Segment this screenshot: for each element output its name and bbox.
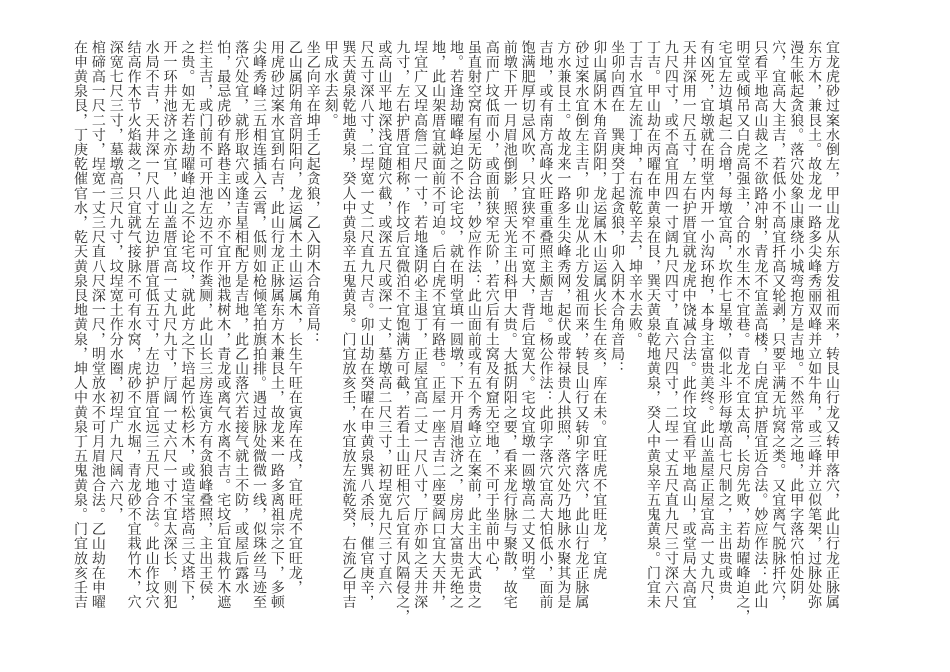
text-column: 怕，最忌虎砂有路巷主凶，亦不宜开池栽树木，青龙或离气水离不吉。宅坟后宜栽竹木遮 [215, 40, 232, 610]
text-column: 深宽七尺三寸，墓墩高三尺九寸，坟埕宽土作分水圈，初埕广九尺阔六尺， [107, 40, 124, 522]
text-column: 宜龙虎砂过案水倒左，甲山龙从东方发祖而来，转艮山行龙又转甲落穴，此山行龙正脉属 [824, 40, 840, 610]
text-column: 尺五寸深八寸，二埕宽一丈二尺直九尺吉。卯山劫在癸曜在申黄泉巽八杀辰，催官庚辛， [358, 40, 375, 610]
text-column: 坐乙向辛在坤壬乙起贪狼，乙入阴木合角音局： [304, 40, 321, 347]
document-page [71, 40, 840, 640]
text-column: 吉地，或有南方高峰火旺重重叠照主颇吉地。杨公作法：此卯字落穴宜高大怕低小，面前 [537, 40, 554, 610]
text-column: 乙山属阴角音阴阳向，龙运属木土山运属木，长生午旺在寅库在戌，宜旺虎不宜旺龙， [286, 40, 303, 595]
text-column: 饱满肥厚切忌风吹，只宜狭窄不可宽大，背后宜宽大。宅坟宜墩一圆墩高二丈又明堂 [519, 40, 536, 581]
text-column: 方水兼艮土。故龙来一路多生尖峰秀网，起伏或带禄贵人拱照，落穴处乃地脉水聚其为是 [555, 40, 572, 610]
text-column: 砂过案水宜倒左主吉，卯山龙从北方发祖而来，转艮山行又转卯字落穴，此山行龙正脉属 [573, 40, 590, 610]
text-column: 在申黄泉艮，丁庚乾催官水，乾天黄泉艮地黄泉，坤人中黄泉丁五鬼黄泉。门宜放亥壬吉 [71, 40, 88, 610]
text-column: 地。若逢劫曜峰迫之不论宅坟，就在明堂填一圆墩，下开月眉池济之，房房大富贵无绝之 [447, 40, 464, 610]
text-column: 水局不吉，天井深一尺八寸左边护厝宜低五寸，左边护厝宜远三五尺地合法。此山作坟穴 [143, 40, 160, 610]
text-column: 棺碲高一尺二寸，埕宽一丈三尺直八尺深一尺，明堂放水不可月眉池合法。乙山劫在申曜 [89, 40, 106, 610]
text-column: 地，此山架厝宜就面前不可迫。后白虎不宜有路巷。正屋一座吉吉二座要阔口宜大天井， [430, 40, 447, 610]
text-column: 丁吉水宜左流丁坤，右流乾辛去，坤辛水去败。 [627, 40, 644, 347]
text-column: 丁吉。甲山劫在丙曜在申黄泉在艮，巽天黄泉乾地黄泉，癸人中黄泉辛五鬼黄泉。门宜未 [644, 40, 661, 610]
text-column: 埕宜广又埕高詹二尺一寸，若地逢阴必主退丁，正屋宜高二丈一尺八寸，厅亦如之天井深 [412, 40, 429, 610]
text-column: 只看平地高山裁之不欲路冲射，青龙不宜盖高楼，白虎宜护厝宜近合法。妙应作法：此山 [752, 40, 769, 610]
text-column: 高而广坟低而小，或面前狭窄无阶，若穴后有土窝及有窟无空地，不可于坐前中心， [483, 40, 500, 581]
text-column: 或高山平地深浅宜随穴截，或深五尺或深一丈，墓墩高二尺三寸，初埕宽九尺三寸直六 [376, 40, 393, 595]
text-column: 落穴处宜，就形取穴或逢吉星相配方是吉地，此乙山落穴若接气就土不防，或屋后露水 [233, 40, 250, 595]
text-column: 开一环井池济之亦宜，此山盖厝宜高一丈九尺九寸，厅阔一丈六尺一寸不宜太深长，则犯 [161, 40, 178, 610]
text-column: 穴，宜高大主吉，若低小不高宜扦高又轮剥，只要平满无坑窝之类。又宜离气脱脉扦穴， [770, 40, 787, 610]
text-column: 前墩下开一月眉池倒影，照天光主出科甲大贵。大抵阴阳之要，看来龙行脉与聚散，故宅 [501, 40, 518, 610]
text-column: 结高作木节火焰裁之，只宜就气接脉不可有水窝，虎砂不宜水堀，青龙砂不宜栽竹木，穴 [125, 40, 142, 610]
vertical-text-body [71, 40, 840, 640]
text-column: 有凶死，宜墩就在明堂内开一小沟环抱，本身主富贵美终。此山盖屋正屋宜高一丈九尺， [698, 40, 715, 610]
text-column: 漫生帐起贪狼。落穴处象山康绕小城弯抱方是吉地。不然平常之地，此甲字落穴怕处阴 [788, 40, 805, 595]
text-column: 拦主吉，或门前不可开池左边不可作粪厕，此山长三房连寅方有贪狼峰叠照，主出王侯 [197, 40, 214, 595]
text-column: 九寸，左右护厝宜相称，作坟后宜微泊不宜饱满方可截，若看土山旺相穴后宜有风隔侵之， [394, 40, 411, 624]
text-column: 巽天黄泉乾地黄泉，癸人中黄泉辛五鬼黄泉。门宜放亥壬，水宜放左流乾癸，右流乙甲吉 [340, 40, 357, 610]
text-column: 虽直射空窝有屋无防合法，妙应作法：此山面前或有五个秀峰立在案前，此主出大武贵之 [465, 40, 482, 610]
text-column: 明堂或倾吊又白虎高强主，合的水生木不宜巷。青龙不宜太高，长房先败，若劫曜峰迫之， [734, 40, 751, 624]
text-column: 九尺四寸，或不高宜用四一寸阔九尺四寸，直六尺四寸，二埕一丈五尺直九尺三寸深六尺 [662, 40, 679, 610]
text-column: 用虎砂过案水宜到右吉，此山行龙正脉属东方木兼艮土，故龙来一路多离祖宗之下，多顿 [268, 40, 285, 610]
text-column: 之贵。如无若逢劫曜峰迫之不论宅坟，就此方之下培起竹松杉木，或造宝塔高三丈塔下， [179, 40, 196, 610]
text-column: 卯山属阴木角音阴阳，龙运属木山运属火长生在亥，库在未。宜旺虎不宜旺龙，宜虎 [591, 40, 608, 581]
text-column: 天井深用一尺五寸，左右护厝宜就龙虎中饶减合法。此作坟宜看平地高山，或堂局大高宜 [680, 40, 697, 610]
text-column: 宅宜左边填起二合增，每墩宜高，坎作七星墩，似北斗形每墩高七尺制之，主出贵或贵 [716, 40, 733, 595]
text-column: 东方木，兼艮土。故龙龙一路多尖峰秀丽双峰并立如牛角，或三峰并立似笔架，过脉处弥 [806, 40, 823, 610]
text-column: 坐卯向酉在 巽庚癸丁起贪狼，卯入阴木合角音局： [609, 40, 626, 376]
text-column: 尖峰秀峰三五相连插入云霄，低则如枪倾笔拍旗拍排。遇过脉处微微一线，似珠丝马迹至 [251, 40, 267, 610]
text-column: 甲成水去刻。 [322, 40, 339, 128]
